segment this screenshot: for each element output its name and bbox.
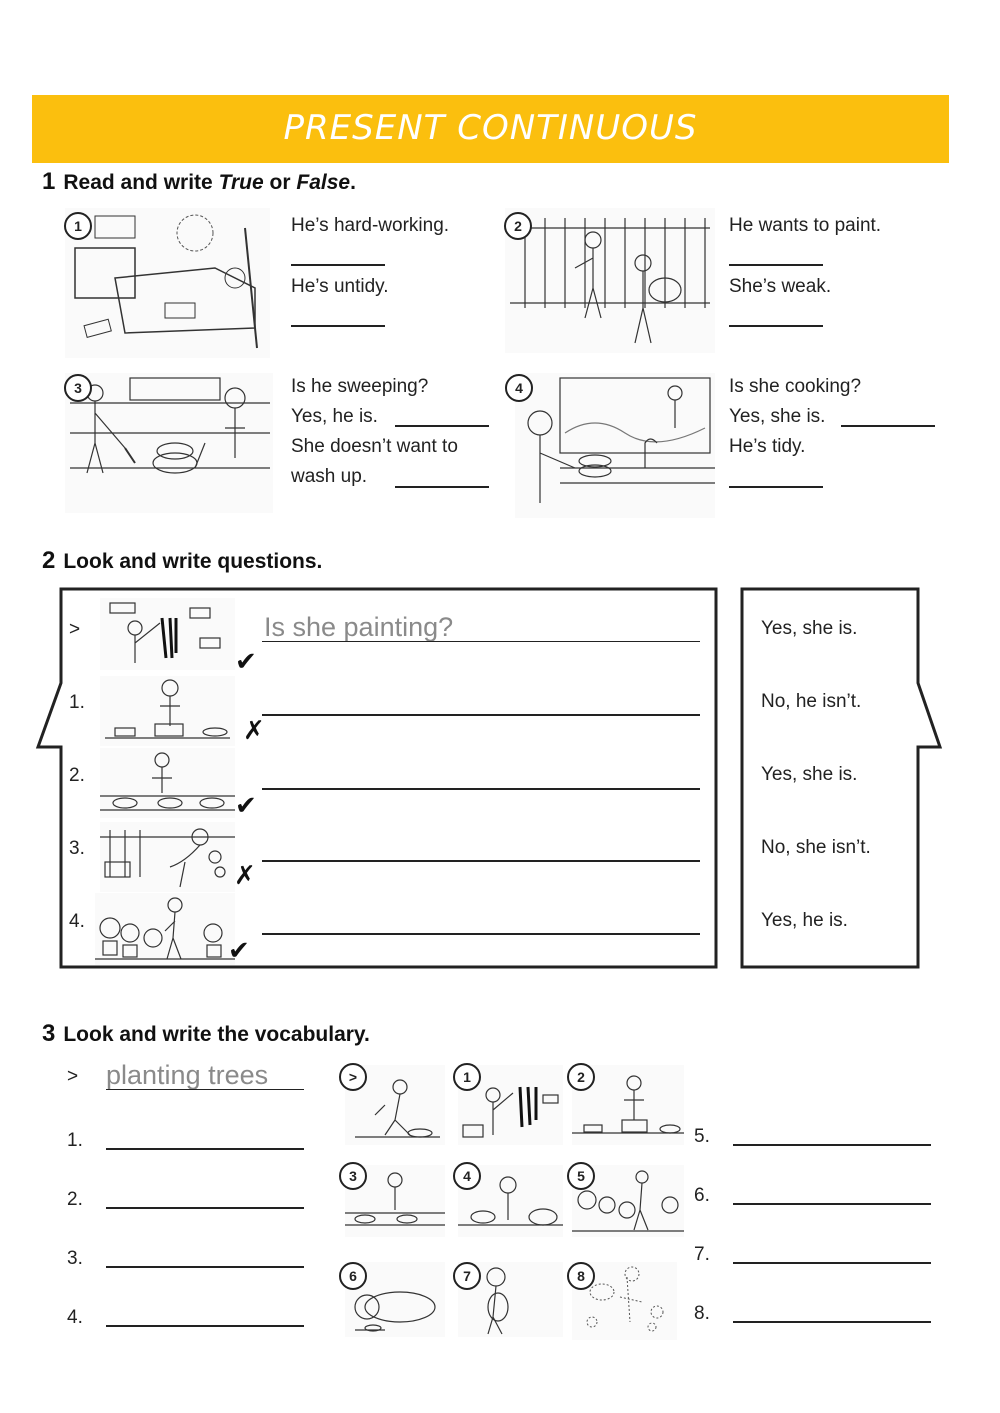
vocab-label: 3. xyxy=(67,1248,83,1269)
pic-setting-table xyxy=(100,748,235,818)
title-banner xyxy=(32,95,949,163)
row-label: 2. xyxy=(69,765,85,786)
answer-line[interactable] xyxy=(841,425,935,427)
answer-line[interactable] xyxy=(106,1089,304,1090)
vocab-label: 2. xyxy=(67,1189,83,1210)
example-question: Is she painting? xyxy=(264,612,454,642)
answer-line[interactable] xyxy=(262,641,700,642)
item-number-badge: 1 xyxy=(64,212,92,240)
answer-line[interactable] xyxy=(262,788,700,790)
tick-mark: ✔ xyxy=(228,935,250,965)
short-answer: No, he isn’t. xyxy=(761,691,862,712)
answer-line[interactable] xyxy=(729,486,823,488)
cross-mark: ✗ xyxy=(243,715,265,745)
cross-mark: ✗ xyxy=(234,860,256,890)
statement: Is she cooking? xyxy=(729,376,862,397)
item-number-badge: 4 xyxy=(505,374,533,402)
row-label: 4. xyxy=(69,911,85,932)
pic-cooking xyxy=(100,676,235,746)
answer-line[interactable] xyxy=(733,1144,931,1146)
answer-line[interactable] xyxy=(106,1207,304,1209)
item-number-badge: 3 xyxy=(64,374,92,402)
section3-heading-text: Look and write the vocabulary. xyxy=(63,1023,370,1046)
row-label: 3. xyxy=(69,838,85,859)
statement: Is he sweeping? xyxy=(291,376,429,397)
short-answer: No, she isn’t. xyxy=(761,837,871,858)
statement: He wants to paint. xyxy=(729,215,882,236)
scene-kitchen-sweeping xyxy=(65,373,273,513)
pic-painting xyxy=(100,598,235,670)
answer-line[interactable] xyxy=(733,1203,931,1205)
statement: He’s tidy. xyxy=(729,436,806,457)
page-title: PRESENT CONTINUOUS xyxy=(283,108,698,148)
section3-number: 3 xyxy=(42,1020,56,1047)
section3-heading xyxy=(42,1020,370,1048)
heading-true: True xyxy=(218,171,264,194)
answer-line[interactable] xyxy=(395,486,489,488)
answer-line[interactable] xyxy=(106,1148,304,1150)
row-label: > xyxy=(69,619,81,640)
pic-badge: 8 xyxy=(567,1262,595,1290)
pic-badge: 1 xyxy=(453,1063,481,1091)
row-label: 1. xyxy=(69,692,85,713)
statement: Yes, he is. xyxy=(291,406,378,427)
answer-line[interactable] xyxy=(262,860,700,862)
short-answer: Yes, she is. xyxy=(761,618,858,639)
statement: She doesn’t want to xyxy=(291,436,458,457)
heading-false: False xyxy=(296,171,351,194)
pic-badge: 4 xyxy=(453,1162,481,1190)
section2-heading-text: Look and write questions. xyxy=(63,550,323,573)
section2-heading xyxy=(42,547,322,575)
answer-line[interactable] xyxy=(262,714,700,716)
scene-messy-bedroom xyxy=(65,208,270,358)
section1-number: 1 xyxy=(42,168,56,195)
pic-badge: 3 xyxy=(339,1162,367,1190)
item-number-badge: 2 xyxy=(504,212,532,240)
statement: She’s weak. xyxy=(729,276,832,297)
heading-part: . xyxy=(350,171,356,194)
answer-line[interactable] xyxy=(106,1325,304,1327)
answer-line[interactable] xyxy=(729,264,823,266)
pic-badge: 5 xyxy=(567,1162,595,1190)
scene-washing-dishes xyxy=(515,373,715,518)
vocab-label: 1. xyxy=(67,1130,83,1151)
heading-part: Read and write xyxy=(63,171,219,194)
vocab-label: 5. xyxy=(694,1126,710,1147)
pic-badge: 2 xyxy=(567,1063,595,1091)
heading-part: or xyxy=(263,171,297,194)
section1-heading xyxy=(42,168,356,196)
answer-line[interactable] xyxy=(291,264,385,266)
section2-number: 2 xyxy=(42,547,56,574)
answer-line[interactable] xyxy=(733,1321,931,1323)
scene-fence-painting xyxy=(505,208,715,353)
pic-badge: 6 xyxy=(339,1262,367,1290)
pic-badge: > xyxy=(339,1063,367,1091)
vocab-example: planting trees xyxy=(106,1060,269,1090)
pic-badge: 7 xyxy=(453,1262,481,1290)
statement: wash up. xyxy=(291,466,368,487)
short-answer: Yes, he is. xyxy=(761,910,848,931)
pic-gardening xyxy=(100,822,235,892)
tick-mark: ✔ xyxy=(235,790,257,820)
statement: He’s untidy. xyxy=(291,276,389,297)
pic-watering-plants xyxy=(95,893,235,965)
vocab-label: 8. xyxy=(694,1303,710,1324)
vocab-label: 7. xyxy=(694,1244,710,1265)
vocab-label: 4. xyxy=(67,1307,83,1328)
vocab-label: 6. xyxy=(694,1185,710,1206)
statement: Yes, she is. xyxy=(729,406,826,427)
answer-line[interactable] xyxy=(733,1262,931,1264)
answer-line[interactable] xyxy=(395,425,489,427)
vocab-label: > xyxy=(67,1066,79,1087)
tick-mark: ✔ xyxy=(235,646,257,676)
answer-line[interactable] xyxy=(106,1266,304,1268)
short-answer: Yes, she is. xyxy=(761,764,858,785)
answer-line[interactable] xyxy=(291,325,385,327)
answer-line[interactable] xyxy=(729,325,823,327)
answer-line[interactable] xyxy=(262,933,700,935)
statement: He’s hard-working. xyxy=(291,215,450,236)
